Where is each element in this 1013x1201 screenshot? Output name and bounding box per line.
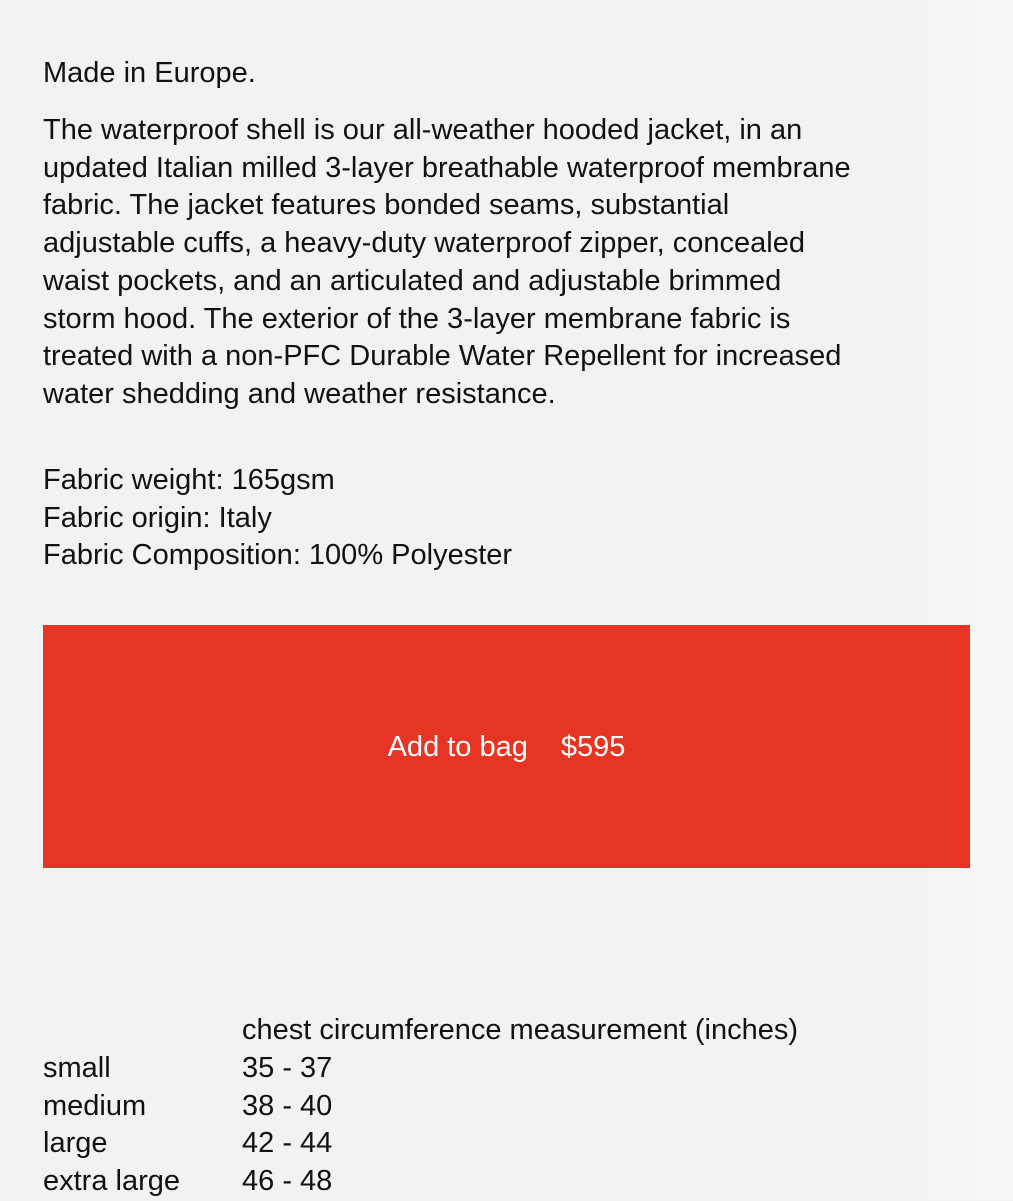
size-name: large — [43, 1127, 108, 1160]
size-name: small — [43, 1051, 111, 1084]
description-line: fabric. The jacket features bonded seams, substantial — [43, 189, 730, 222]
measurement-column-header: chest circumference measurement (inches) — [242, 1014, 799, 1046]
chest-measurement: 35 - 37 — [242, 1051, 333, 1084]
size-chart-header — [43, 1012, 973, 1050]
description-line: adjustable cuffs, a heavy-duty waterproof zipper, concealed — [43, 227, 805, 260]
size-row-large — [43, 1125, 973, 1163]
fabric-specifications — [43, 462, 512, 575]
description-line: updated Italian milled 3-layer breathable waterproof membrane — [43, 151, 851, 184]
size-column-header — [43, 1012, 242, 1050]
add-to-bag-label: Add to bag — [387, 730, 528, 763]
fabric-origin: Fabric origin: Italy — [43, 501, 272, 534]
chest-measurement: 42 - 44 — [242, 1127, 333, 1160]
price-label: $595 — [560, 730, 626, 763]
description-line: water shedding and weather resistance. — [43, 377, 556, 410]
size-name: extra large — [43, 1165, 181, 1198]
fabric-weight: Fabric weight: 165gsm — [43, 464, 335, 496]
product-description — [43, 112, 973, 414]
add-to-bag-button[interactable] — [43, 625, 970, 868]
made-in-text: Made in Europe. — [43, 57, 256, 89]
chest-measurement: 38 - 40 — [242, 1089, 333, 1122]
size-name: medium — [43, 1089, 147, 1122]
description-line: storm hood. The exterior of the 3-layer membrane fabric is — [43, 302, 791, 335]
description-line: treated with a non-PFC Durable Water Repellent for increased — [43, 340, 842, 373]
description-line: The waterproof shell is our all-weather hooded jacket, in an — [43, 114, 803, 146]
fabric-composition: Fabric Composition: 100% Polyester — [43, 539, 513, 572]
size-row-medium — [43, 1088, 973, 1126]
description-line: waist pockets, and an articulated and adjustable brimmed — [43, 264, 782, 297]
size-row-extra-large — [43, 1163, 973, 1201]
size-row-small — [43, 1050, 973, 1088]
chest-measurement: 46 - 48 — [242, 1165, 333, 1198]
size-chart — [43, 1012, 973, 1201]
